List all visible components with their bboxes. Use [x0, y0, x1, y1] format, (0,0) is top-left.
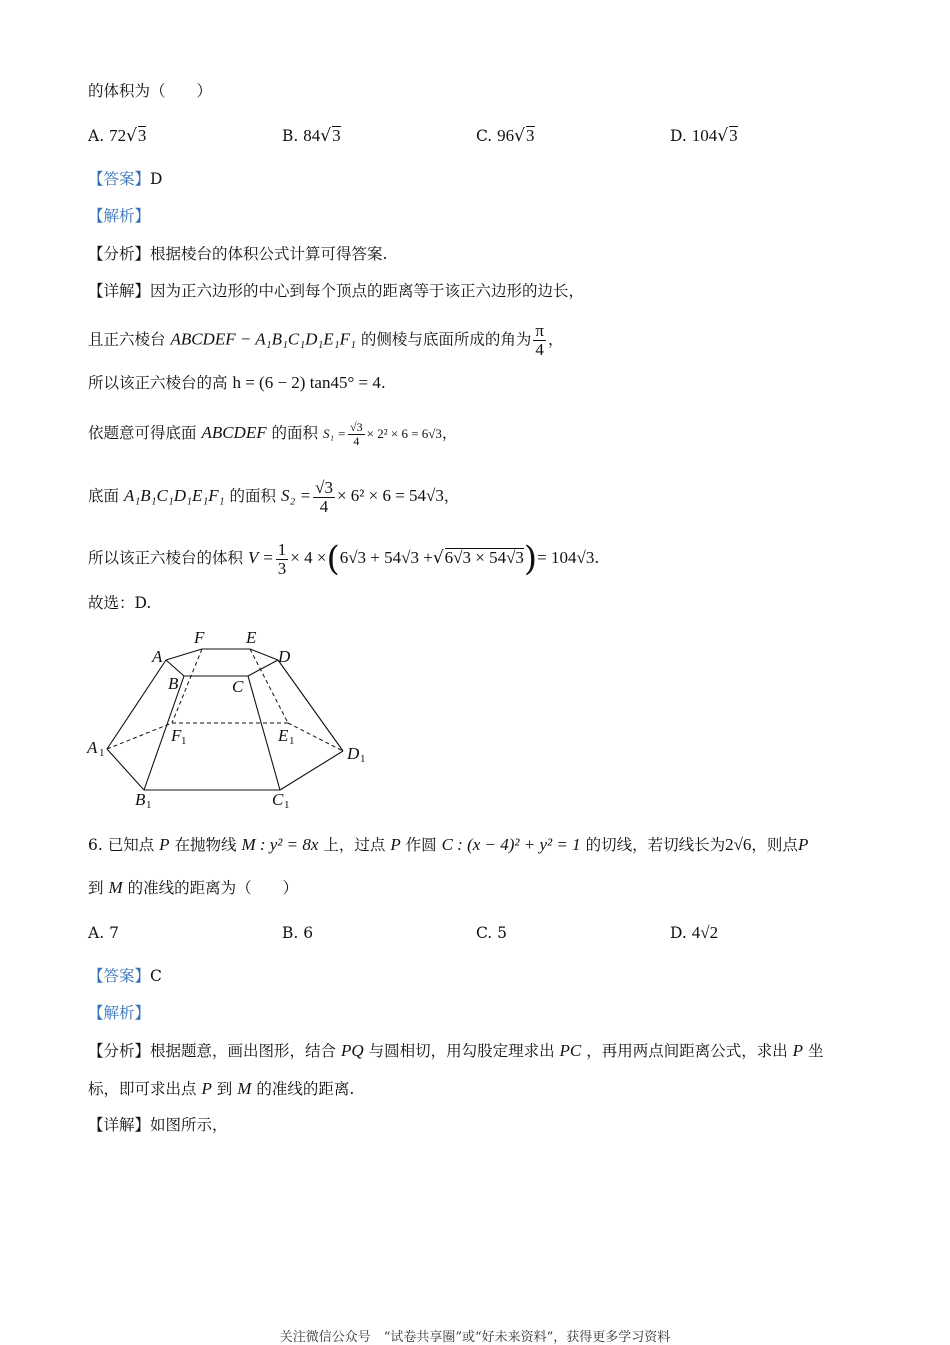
label-C1: C: [272, 790, 284, 809]
label-A1: A: [87, 738, 98, 757]
q5-detail-line3: 所以该正六棱台的高 h = (6 − 2) tan45° = 4.: [88, 373, 386, 392]
q6-fenxi-line2: 标，即可求出点 P 到 M 的准线的距离.: [88, 1079, 355, 1098]
label-A: A: [152, 647, 163, 666]
q6-option-c[interactable]: C. 5: [476, 924, 508, 942]
label-F: F: [194, 628, 205, 647]
q5-detail-line5: 底面 A₁B₁C₁D₁E₁F₁ 的面积 S₂ = $\frac{√3}{4}$ × 6² × 6 = 54√3，: [88, 477, 460, 516]
label-E: E: [246, 628, 257, 647]
hexagonal-frustum-figure: [80, 625, 380, 815]
label-D1: D: [347, 744, 360, 763]
page-footer: 关注微信公众号 “试卷共享圈”或“好未来资料”，获得更多学习资料: [279, 1330, 671, 1345]
q5-analysis-tag: 【解析】: [88, 207, 151, 225]
q5-detail-line1: 【详解】因为正六边形的中心到每个顶点的距离等于该正六边形的边长，: [88, 282, 585, 300]
svg-text:1: 1: [284, 799, 290, 811]
label-E1: E: [278, 726, 289, 745]
q6-analysis-tag: 【解析】: [88, 1004, 151, 1022]
q6-fenxi-line1: 【分析】根据题意，画出图形，结合 PQ 与圆相切，用勾股定理求出 PC ，再用两点间距离公式，求出 P 坐: [88, 1041, 824, 1060]
q5-option-d[interactable]: D. 104√3: [670, 126, 738, 146]
answer-tag: 【答案】: [88, 170, 151, 188]
q6-stem-line1: 6. 已知点 P 在抛物线 M : y² = 8x 上，过点 P 作圆 C : (x − 4)² + y² = 1 的切线，若切线长为2√6，则点P: [88, 835, 809, 854]
q6-option-d[interactable]: D. 4√2: [670, 923, 719, 942]
q5-detail-line6: 所以该正六棱台的体积 V = $\frac{1}{3}$ × 4 ×(6√3 + 54√3 +√6√3 × 54√3)= 104√3.: [88, 539, 600, 579]
label-D: D: [278, 647, 291, 666]
q6-detail: 【详解】如图所示，: [88, 1116, 228, 1134]
svg-text:1: 1: [360, 753, 366, 765]
q6-option-b[interactable]: B. 6: [282, 924, 314, 942]
svg-text:1: 1: [99, 747, 105, 759]
label-B: B: [168, 674, 179, 693]
label-B1: B: [135, 790, 146, 809]
q5-fenxi: 【分析】根据棱台的体积公式计算可得答案.: [88, 245, 388, 263]
q5-answer: 【答案】D: [88, 170, 163, 188]
svg-text:1: 1: [146, 799, 152, 811]
q5-option-c[interactable]: C. 96√3: [476, 126, 535, 146]
q6-option-a[interactable]: A. 7: [88, 924, 119, 942]
q5-option-a[interactable]: A. 72√3: [88, 126, 147, 146]
answer-tag: 【答案】: [88, 967, 151, 985]
q6-stem-line2: 到 M 的准线的距离为（ ）: [88, 878, 299, 897]
q5-detail-line4: 依题意可得底面 ABCDEF 的面积 S₁ = $\frac{√3}{4}$ × 2² × 6 = 6√3，: [88, 419, 458, 448]
q5-detail-line2: 且正六棱台 ABCDEF − A₁B₁C₁D₁E₁F₁ 的侧棱与底面所成的角为 $\frac{\pi}{4}$ ，: [88, 321, 564, 359]
q6-answer: 【答案】C: [88, 967, 162, 985]
q5-conclusion: 故选：D.: [88, 594, 152, 612]
label-C: C: [232, 677, 244, 696]
svg-text:1: 1: [289, 735, 295, 747]
q5-stem-tail: 的体积为（ ）: [88, 82, 213, 100]
q5-option-b[interactable]: B. 84√3: [282, 126, 341, 146]
svg-text:1: 1: [181, 735, 187, 747]
label-F1: F: [171, 726, 182, 745]
